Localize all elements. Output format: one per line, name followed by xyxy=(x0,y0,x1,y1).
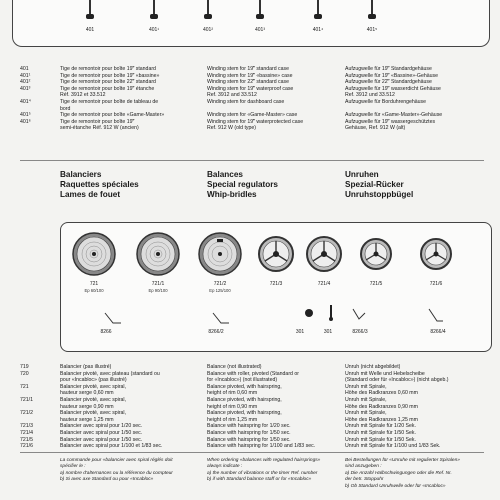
balances-illustration xyxy=(60,222,492,352)
desc-de: Unruh mit Spirale, xyxy=(345,383,387,390)
part-label: 301 xyxy=(323,329,333,335)
wheel-label: 721/6 xyxy=(429,281,443,287)
desc-de: Höhe des Radkranzes 0,60 mm xyxy=(345,390,418,397)
desc-fr: Tige de remontoir pour boîte 19‴ étanche xyxy=(60,85,155,92)
desc-de: Ref. 3912 und 33.512 xyxy=(345,92,395,99)
desc-en: Winding stem for 19‴ waterprotected case xyxy=(207,118,304,125)
balance-ref-column xyxy=(20,364,33,450)
note-de xyxy=(345,458,460,490)
desc-de: Unruh (nicht abgebildet) xyxy=(345,364,401,370)
desc-fr: bord xyxy=(60,105,71,112)
winding-de-column xyxy=(345,66,442,132)
note-line: a) the number of vibrations or the timer Ref. number xyxy=(207,470,318,476)
desc-de: Höhe des Radkranzes 1,25 mm xyxy=(345,416,418,423)
desc-en: Winding stem for 19‴ waterproof case xyxy=(207,85,294,92)
balance-en-column xyxy=(207,364,315,450)
ref: 401⁶ xyxy=(20,118,31,125)
note-line: b) if with Standard balance staff or for «Incabloc» xyxy=(207,477,312,483)
desc-fr: hauteur serge 0,90 mm xyxy=(60,403,114,410)
desc-en: Winding stem for 19‴ standard case xyxy=(207,66,289,72)
desc-fr: Tige de remontoir pour boîte 19‴ standard xyxy=(60,66,156,72)
ref: 721/4 xyxy=(20,429,33,436)
title-line: Raquettes spéciales xyxy=(60,180,139,189)
desc-fr: Balancier avec spiral pour 1/20 sec. xyxy=(60,423,143,430)
note-line: a) nombre d'alternances ou la référence du compteur xyxy=(60,470,173,476)
desc-de: Höhe des Radkranzes 0,90 mm xyxy=(345,403,418,410)
desc-de: Aufzugwelle für «Game-Master»-Gehäuse xyxy=(345,112,443,119)
balance-wheel-icon xyxy=(359,237,393,271)
desc-de: Aufzugwelle für 19‴ Standardgehäuse xyxy=(345,66,432,72)
desc-en: height of rim 0,90 mm xyxy=(207,403,258,410)
desc-de: Unruh mit Spirale für 1/50 Sek. xyxy=(345,429,416,436)
note-line: La commande pour «balancier avec spiral réglés doit xyxy=(60,458,173,463)
ref: 401¹ xyxy=(20,72,31,79)
desc-de: Aufzugwelle für 19‴ wassergeschütztes xyxy=(345,118,436,125)
regulator-part-icon xyxy=(103,311,123,327)
note-line: When ordering «balances with regulated hairsprings» xyxy=(207,458,321,463)
winding-stems-illustration xyxy=(12,0,490,47)
desc-en: Balance with roller, pivoted (Standard or xyxy=(207,370,299,377)
wheel-label: 721/3 xyxy=(269,281,283,287)
desc-en: Balance with hairspring for 1/50 sec. xyxy=(207,436,291,443)
note-line: b) Si avec axe Standard ou pour «Incabloc» xyxy=(60,477,154,483)
desc-de: Gehäuse, Ref. 912 W (alt) xyxy=(345,125,406,132)
title-line: Balances xyxy=(207,170,243,179)
balance-wheel-icon xyxy=(71,231,117,277)
desc-fr: Balancier pivoté, avec spiral, xyxy=(60,383,127,390)
divider xyxy=(20,452,484,453)
winding-en-column xyxy=(207,66,303,132)
desc-en: Ref. 912 W (old type) xyxy=(207,125,257,132)
whip-bridle-icon xyxy=(301,305,317,321)
desc-fr: pour «Incabloc» (pas illustré) xyxy=(60,377,127,384)
ref: 721/3 xyxy=(20,423,33,430)
note-line: b) Ob Standard Unruhwelle oder für «Incabloc» xyxy=(345,483,446,489)
desc-en: height of rim 1,25 mm xyxy=(207,416,258,423)
note-fr xyxy=(60,458,173,484)
part-label: 8266/3 xyxy=(352,329,368,335)
title-line: Unruhen xyxy=(345,170,379,179)
desc-fr: Tige de remontoir pour boîte «Game-Master» xyxy=(60,112,165,119)
ref: 721/2 xyxy=(20,410,33,417)
desc-fr: Balancier pivoté, avec spiral, xyxy=(60,396,127,403)
ref: 401⁴ xyxy=(20,98,31,105)
section-title-fr xyxy=(60,170,139,200)
note-line: always indicate : xyxy=(207,464,243,470)
title-line: Whip-bridles xyxy=(207,190,257,199)
desc-fr: Balancier pivoté, avec spiral, xyxy=(60,410,127,417)
section-title-de xyxy=(345,170,413,200)
desc-fr: Tige de remontoir pour boîte 19‴ xyxy=(60,118,135,125)
desc-de: Unruh mit Spirale, xyxy=(345,396,387,403)
ref: 720 xyxy=(20,370,29,377)
balance-wheel-icon xyxy=(135,231,181,277)
stem-label: 401⁵ xyxy=(366,27,378,33)
balance-wheel-icon xyxy=(257,235,295,273)
winding-stem xyxy=(75,0,105,44)
title-line: Lames de fouet xyxy=(60,190,121,199)
desc-de: Unruh mit Welle und Hebelscheibe xyxy=(345,370,425,377)
desc-fr: Réf. 3912 et 33.512 xyxy=(60,92,106,99)
desc-en: Balance with hairspring for 1/50 sec. xyxy=(207,429,291,436)
note-en xyxy=(207,458,320,484)
desc-fr: Tige de remontoir pour boîte 22‴ standard xyxy=(60,79,156,86)
note-line: Bei Bestellungen für «Unruhe mit regulierter Spiralen» xyxy=(345,458,460,463)
balance-de-column xyxy=(345,364,449,450)
desc-de: (Standard oder für «Incabloc») (nicht abgeb.) xyxy=(345,377,449,384)
desc-de: Aufzugwelle für 19‴ «Bassine»-Gehäuse xyxy=(345,72,438,79)
part-label: 8266/4 xyxy=(430,329,446,335)
ref: 719 xyxy=(20,364,29,370)
stem-label: 401² xyxy=(202,27,213,33)
regulator-part-icon xyxy=(211,311,231,327)
regulator-part-icon xyxy=(427,307,445,325)
note-line: sind anzugeben : xyxy=(345,464,382,470)
desc-en: Balance with hairspring for 1/20 sec. xyxy=(207,423,291,430)
desc-fr: hauteur serge 1,25 mm xyxy=(60,416,114,423)
desc-de: Unruh mit Spirale für 1/100 und 1/83 Sek. xyxy=(345,443,441,450)
whip-bridle-icon xyxy=(323,303,339,323)
desc-en: Winding stem for dashboard case xyxy=(207,98,285,105)
desc-en: Balance pivoted, with hairspring, xyxy=(207,410,282,417)
title-line: Balanciers xyxy=(60,170,102,179)
ref: 721 xyxy=(20,383,29,390)
desc-fr: Balancier avec spiral pour 1/50 sec. xyxy=(60,436,143,443)
stem-label: 401¹ xyxy=(148,27,159,33)
winding-stem xyxy=(357,0,387,44)
wheel-label: 721/1 xyxy=(151,281,165,287)
desc-de: Unruh mit Spirale, xyxy=(345,410,387,417)
stem-label: 401⁴ xyxy=(312,27,324,33)
desc-en: Winding stem for 19‴ «bassine» case xyxy=(207,72,293,79)
desc-en: Balance pivoted, with hairspring, xyxy=(207,383,282,390)
ref: 721/6 xyxy=(20,443,33,450)
ep-label: Ep 125/100 xyxy=(209,288,231,293)
desc-de: Aufzugwelle für Borduhrengehäuse xyxy=(345,98,427,105)
winding-stem xyxy=(245,0,275,44)
stem-label: 401³ xyxy=(254,27,265,33)
ref: 721/1 xyxy=(20,396,33,403)
part-label: 8266/2 xyxy=(208,329,224,335)
ep-label: Ep 90/100 xyxy=(148,288,168,293)
note-line: a) Die Anzahl Halbschwingungen oder die Ref. Nr. xyxy=(345,470,452,476)
title-line: Spezial-Rücker xyxy=(345,180,404,189)
desc-fr: hauteur serge 0,60 mm xyxy=(60,390,114,397)
desc-en: height of rim 0,60 mm xyxy=(207,390,258,397)
wheel-label: 721 xyxy=(89,281,99,287)
desc-de: Unruh mit Spirale für 1/50 Sek. xyxy=(345,436,416,443)
desc-en: for «Incabloc») (not illustrated) xyxy=(207,377,278,384)
divider xyxy=(20,160,484,161)
ref: 401³ xyxy=(20,85,31,92)
desc-de: Unruh mit Spirale für 1/20 Sek. xyxy=(345,423,416,430)
regulator-part-icon xyxy=(351,307,367,323)
desc-fr: Tige de remontoir pour boîte 19‴ «bassine» xyxy=(60,72,160,79)
title-line: Unruhstoppbügel xyxy=(345,190,414,199)
ref: 401² xyxy=(20,79,31,86)
ref: 721/5 xyxy=(20,436,33,443)
winding-stem xyxy=(139,0,169,44)
title-line: Special regulators xyxy=(207,180,278,189)
desc-fr: semi-étanche Réf. 912 W (ancien) xyxy=(60,125,139,132)
desc-fr: Balancier avec spiral pour 1/50 sec. xyxy=(60,429,143,436)
desc-en: Balance (not illustrated) xyxy=(207,364,262,370)
part-label: 8266 xyxy=(100,329,112,335)
balance-wheel-icon xyxy=(305,235,343,273)
balance-wheel-icon xyxy=(197,231,243,277)
desc-en: Balance with hairspring for 1/100 and 1/83 sec. xyxy=(207,443,316,450)
desc-en: Balance pivoted, with hairspring, xyxy=(207,396,282,403)
desc-de: Aufzugwelle für 19‴ wasserdicht Gehäuse xyxy=(345,85,441,92)
winding-stem xyxy=(303,0,333,44)
ref: 401⁵ xyxy=(20,112,31,119)
ref: 401 xyxy=(20,66,29,72)
winding-ref-column xyxy=(20,66,31,125)
note-line: der betr. Stoppuhr xyxy=(345,477,384,483)
ep-label: Ep 60/100 xyxy=(84,288,104,293)
winding-fr-column xyxy=(60,66,164,132)
note-line: spécifier le : xyxy=(60,464,86,470)
section-title-en xyxy=(207,170,278,200)
desc-fr: Balancier (pas illustré) xyxy=(60,364,112,370)
winding-stem xyxy=(193,0,223,44)
desc-fr: Balancier pivoté, avec plateau (standard ou xyxy=(60,370,160,377)
stem-label: 401 xyxy=(85,27,95,33)
desc-en: Ref. 3912 and 33.512 xyxy=(207,92,257,99)
desc-fr: Balancier avec spiral pour 1/100 et 1/83 sec. xyxy=(60,443,163,450)
wheel-label: 721/2 xyxy=(213,281,227,287)
part-label: 301 xyxy=(295,329,305,335)
balance-wheel-icon xyxy=(419,237,453,271)
desc-en: Winding stem for «Game-Master» case xyxy=(207,112,298,119)
desc-de: Aufzugwelle für 22‴ Standardgehäuse xyxy=(345,79,432,86)
desc-fr: Tige de remontoir pour boîte de tableau de xyxy=(60,98,159,105)
desc-en: Winding stem for 22‴ standard case xyxy=(207,79,289,86)
wheel-label: 721/5 xyxy=(369,281,383,287)
wheel-label: 721/4 xyxy=(317,281,331,287)
balance-fr-column xyxy=(60,364,162,450)
